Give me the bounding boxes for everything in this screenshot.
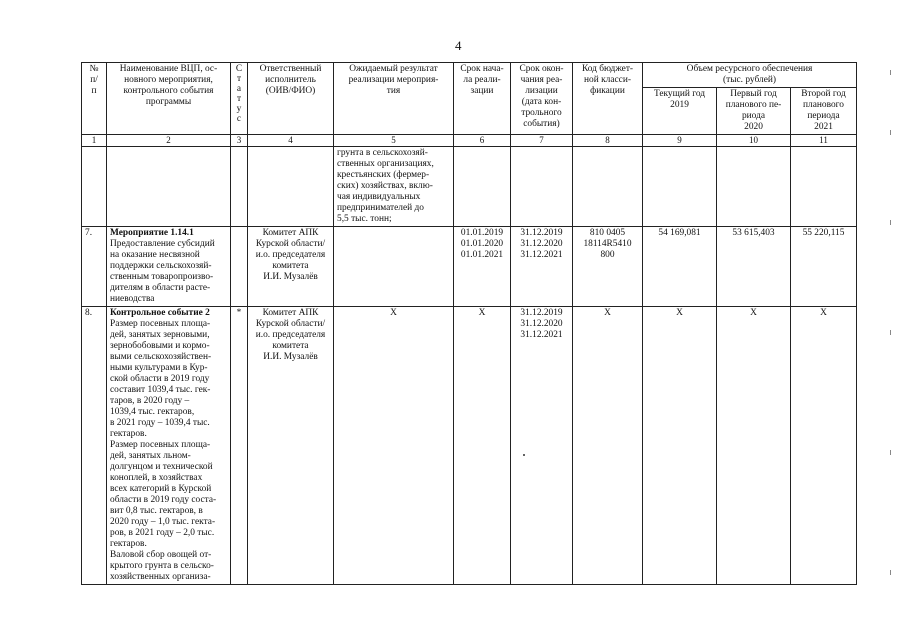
column-number: 3 xyxy=(231,135,248,147)
control-event-end-dates: 31.12.2019 31.12.2020 31.12.2021 xyxy=(511,307,573,585)
header-start-date: Срок нача- ла реали- зации xyxy=(454,63,511,135)
control-event-title: Контрольное событие 2 xyxy=(110,308,210,318)
row-number: 7. xyxy=(82,227,107,307)
control-event-funding-2020: Х xyxy=(717,307,791,585)
scan-margin-marks xyxy=(888,70,894,590)
activity-funding-2019: 54 169,081 xyxy=(643,227,717,307)
header-status: С т а т у с xyxy=(231,63,248,135)
header-current-year: Текущий год 2019 xyxy=(643,88,717,135)
column-number: 8 xyxy=(573,135,643,147)
header-resource-group: Объем ресурсного обеспечения (тыс. рублей) xyxy=(643,63,857,88)
control-event-funding-2019: Х xyxy=(643,307,717,585)
column-number: 6 xyxy=(454,135,511,147)
activity-start-dates: 01.01.2019 01.01.2020 01.01.2021 xyxy=(454,227,511,307)
column-number: 1 xyxy=(82,135,107,147)
program-activities-table xyxy=(81,62,857,585)
cell-empty xyxy=(454,147,511,227)
row-number: 8. xyxy=(82,307,107,585)
column-number: 5 xyxy=(334,135,454,147)
activity-name: Мероприятие 1.14.1 Предоставление субсидий на оказание несвязной поддержки сельскохозяй- ственным товаропроизво- дителям в области расте- ниеводства xyxy=(107,227,231,307)
header-second-plan-year: Второй год планового периода 2021 xyxy=(791,88,857,135)
control-event-executor: Комитет АПК Курской области/ и.о. председателя комитета И.И. Музалёв xyxy=(248,307,334,585)
cell-empty xyxy=(82,147,107,227)
page-number: 4 xyxy=(455,38,462,53)
activity-budget-code: 810 0405 18114R5410 800 xyxy=(573,227,643,307)
cell-empty xyxy=(511,147,573,227)
control-event-status: * xyxy=(231,307,248,585)
program-table-sheet xyxy=(81,62,856,582)
header-end-date: Срок окон- чания реа- лизации (дата кон- трольного события) xyxy=(511,63,573,135)
activity-expected-result xyxy=(334,227,454,307)
cell-empty xyxy=(107,147,231,227)
column-number: 2 xyxy=(107,135,231,147)
header-row-top xyxy=(82,63,857,88)
cell-empty xyxy=(791,147,857,227)
activity-executor: Комитет АПК Курской области/ и.о. председателя комитета И.И. Музалёв xyxy=(248,227,334,307)
header-number: № п/ п xyxy=(82,63,107,135)
cell-empty xyxy=(643,147,717,227)
continuation-row xyxy=(82,147,857,227)
header-name: Наименование ВЦП, ос- новного мероприятия, контрольного события программы xyxy=(107,63,231,135)
column-number: 11 xyxy=(791,135,857,147)
continuation-result: грунта в сельскохозяй- ственных организациях, крестьянских (фермер- ских) хозяйствах, вклю- чая индивидуальных предпринимателей до 5,5 тыс. тонн; xyxy=(334,147,454,227)
control-event-start-date: Х xyxy=(454,307,511,585)
control-event-name: Контрольное событие 2 Размер посевных площа- дей, занятых зерновыми, зернобобовыми и кормо- выми сельскохозяйствен- ными культурами в Кур- ской области в 2019 году составит 1039,4 тыс. гек- таров, в 2020 году – 1039,4 тыс. гектаров, в 2021 году – 1039,4 тыс. гектаров. Размер посевных площа- дей, занятых льном- долгунцом и технической коноплей, в хозяйствах всех категорий в Курской области в 2019 году соста- вит 0,8 тыс. гектаров, в 2020 году – 1,0 тыс. гекта- ров, в 2021 году – 2,0 тыс. гектаров. Валовой сбор овощей от- крытого грунта в сельско- хозяйственных организа- xyxy=(107,307,231,585)
scan-speck xyxy=(523,454,525,456)
activity-title: Мероприятие 1.14.1 xyxy=(110,228,194,238)
activity-end-dates: 31.12.2019 31.12.2020 31.12.2021 xyxy=(511,227,573,307)
column-number: 10 xyxy=(717,135,791,147)
header-expected-result: Ожидаемый результат реализации мероприя- тия xyxy=(334,63,454,135)
activity-funding-2020: 53 615,403 xyxy=(717,227,791,307)
control-event-expected-result: Х xyxy=(334,307,454,585)
column-number: 7 xyxy=(511,135,573,147)
header-first-plan-year: Первый год планового пе- риода 2020 xyxy=(717,88,791,135)
header-executor: Ответственный исполнитель (ОИВ/ФИО) xyxy=(248,63,334,135)
cell-empty xyxy=(717,147,791,227)
cell-empty xyxy=(248,147,334,227)
control-event-funding-2021: Х xyxy=(791,307,857,585)
table-row-activity-1-14-1 xyxy=(82,227,857,307)
column-number: 9 xyxy=(643,135,717,147)
activity-funding-2021: 55 220,115 xyxy=(791,227,857,307)
cell-empty xyxy=(231,147,248,227)
column-number: 4 xyxy=(248,135,334,147)
column-number-row xyxy=(82,135,857,147)
activity-status xyxy=(231,227,248,307)
cell-empty xyxy=(573,147,643,227)
header-budget-code: Код бюджет- ной класси- фикации xyxy=(573,63,643,135)
table-row-control-event-2 xyxy=(82,307,857,585)
control-event-budget-code: Х xyxy=(573,307,643,585)
